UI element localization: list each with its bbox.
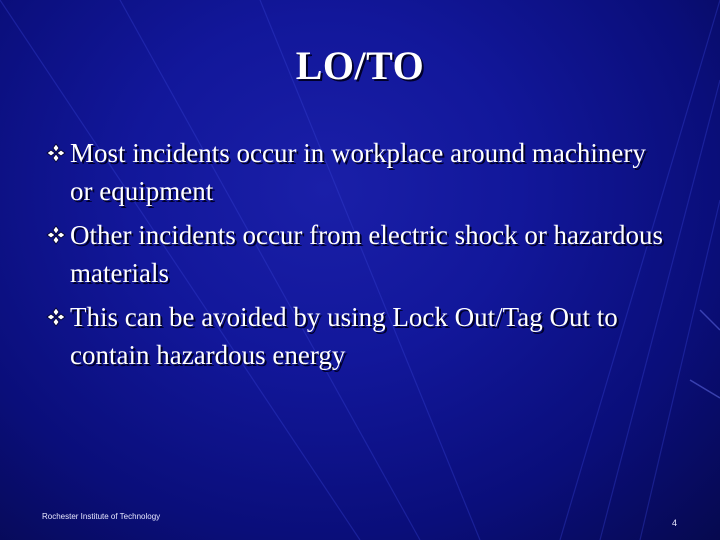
bullet-item: [46, 298, 666, 374]
bullet-item: [46, 216, 666, 292]
bullet-text: Other incidents occur from electric shock or hazardous materials: [70, 220, 664, 288]
bullet-item: [46, 134, 666, 210]
diamond-bullet-icon: [46, 225, 66, 245]
diamond-bullet-icon: [46, 307, 66, 327]
bullet-text: This can be avoided by using Lock Out/Tag Out to contain hazardous energy: [70, 302, 618, 370]
bullet-text: Most incidents occur in workplace around machinery or equipment: [70, 138, 646, 206]
page-number: 4: [672, 518, 678, 528]
footer-text: Rochester Institute of Technology: [42, 512, 161, 521]
diamond-bullet-icon: [46, 143, 66, 163]
slide-title: LO/TO: [295, 43, 425, 88]
bullet-list: [46, 134, 666, 380]
